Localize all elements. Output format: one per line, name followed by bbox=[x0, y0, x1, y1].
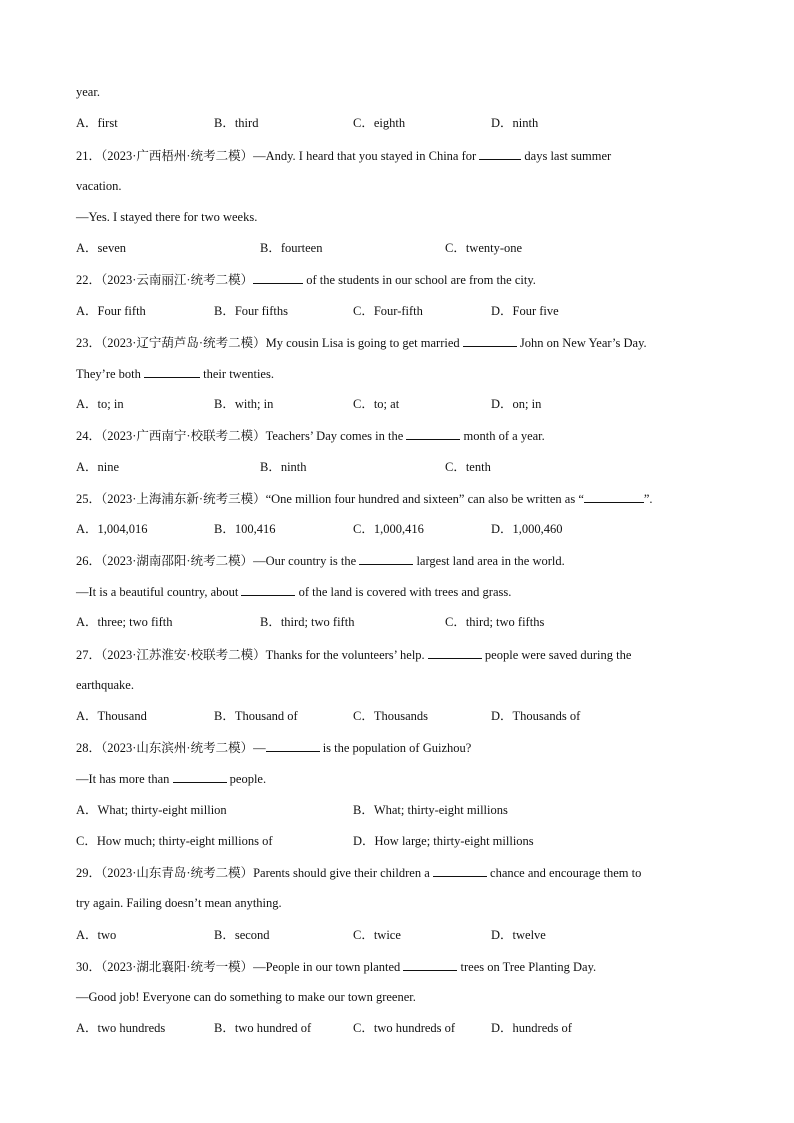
q22-option-a: A．Four fifth bbox=[76, 304, 146, 318]
q22-stem bbox=[76, 271, 536, 288]
q29-option-a: A．two bbox=[76, 928, 117, 942]
q23-answer-blank-1 bbox=[463, 334, 517, 347]
q29-stem-part-b: chance and encourage them to bbox=[490, 866, 642, 880]
q29-option-d: D．twelve bbox=[491, 928, 546, 942]
q21-stem-part-b: days last summer bbox=[524, 149, 612, 163]
q26-reply bbox=[76, 583, 511, 600]
q28-option-b: B．What; thirty-eight millions bbox=[353, 803, 508, 817]
q26-answer-blank-2 bbox=[241, 583, 295, 596]
q23-option-b: B．with; in bbox=[214, 397, 274, 411]
q23-option-d: D．on; in bbox=[491, 397, 542, 411]
q26-option-a: A．three; two fifth bbox=[76, 615, 173, 629]
q25-option-b: B．100,416 bbox=[214, 522, 276, 536]
q21-stem bbox=[76, 147, 611, 164]
q25-stem-part-b: ”. bbox=[643, 492, 653, 506]
q30-reply: —Good job! Everyone can do something to make our town greener. bbox=[76, 990, 416, 1004]
q22-option-c: C．Four-fifth bbox=[353, 304, 423, 318]
q26-option-b: B．third; two fifth bbox=[260, 615, 355, 629]
q24-option-b: B．ninth bbox=[260, 460, 307, 474]
q21-option-a: A．seven bbox=[76, 241, 126, 255]
q29-stem-part-a: 29．（2023·山东青岛·统考二模）Parents should give their children a bbox=[76, 866, 430, 880]
q27-stem-part-b: people were saved during the bbox=[484, 648, 632, 662]
q27-stem bbox=[76, 646, 631, 663]
q29-answer-blank bbox=[433, 864, 487, 877]
q20-option-c: C．eighth bbox=[353, 116, 406, 130]
q30-option-c: C．two hundreds of bbox=[353, 1021, 456, 1035]
q23-stem-part-b: John on New Year’s Day. bbox=[519, 336, 647, 350]
q23-stem-line-2 bbox=[76, 365, 274, 382]
q28-stem-part-b: is the population of Guizhou? bbox=[322, 741, 472, 755]
q30-stem-part-a: 30．（2023·湖北襄阳·统考一模）—People in our town planted bbox=[76, 960, 401, 974]
q28-reply-part-b: people. bbox=[229, 772, 267, 786]
q20-option-a: A．first bbox=[76, 116, 118, 130]
q24-stem bbox=[76, 427, 545, 444]
q28-stem bbox=[76, 739, 471, 756]
q21-stem-part-a: 21．（2023·广西梧州·统考二模）—Andy. I heard that you stayed in China for bbox=[76, 149, 477, 163]
q23-stem-part-a: 23．（2023·辽宁葫芦岛·统考二模）My cousin Lisa is going to get married bbox=[76, 336, 460, 350]
q30-option-b: B．two hundred of bbox=[214, 1021, 312, 1035]
q25-option-c: C．1,000,416 bbox=[353, 522, 424, 536]
q23-stem-part-d: their twenties. bbox=[203, 367, 274, 381]
q27-stem-part-a: 27．（2023·江苏淮安·校联考二模）Thanks for the volunteers’ help. bbox=[76, 648, 425, 662]
q26-answer-blank-1 bbox=[359, 552, 413, 565]
q23-stem bbox=[76, 334, 647, 351]
q28-reply-part-a: —It has more than bbox=[76, 772, 170, 786]
q28-stem-part-a: 28．（2023·山东滨州·统考二模）— bbox=[76, 741, 266, 755]
q30-answer-blank bbox=[403, 958, 457, 971]
q28-option-c: C．How much; thirty-eight millions of bbox=[76, 834, 273, 848]
q27-option-c: C．Thousands bbox=[353, 709, 429, 723]
q23-answer-blank-2 bbox=[144, 365, 200, 378]
q22-option-b: B．Four fifths bbox=[214, 304, 288, 318]
q26-reply-part-b: of the land is covered with trees and grass. bbox=[298, 585, 512, 599]
q29-stem bbox=[76, 864, 641, 881]
q28-answer-blank-1 bbox=[266, 739, 320, 752]
q24-option-c: C．tenth bbox=[445, 460, 491, 474]
q26-stem-part-a: 26．（2023·湖南邵阳·统考二模）—Our country is the bbox=[76, 554, 357, 568]
q28-reply bbox=[76, 770, 266, 787]
q20-stem-tail: year. bbox=[76, 85, 100, 99]
q26-stem bbox=[76, 552, 565, 569]
q29-option-b: B．second bbox=[214, 928, 270, 942]
q20-option-d: D．ninth bbox=[491, 116, 539, 130]
q29-option-c: C．twice bbox=[353, 928, 401, 942]
q25-answer-blank bbox=[584, 490, 644, 503]
q22-stem-part-b: of the students in our school are from the city. bbox=[306, 273, 536, 287]
q30-option-d: D．hundreds of bbox=[491, 1021, 572, 1035]
q27-option-a: A．Thousand bbox=[76, 709, 147, 723]
q21-answer-blank bbox=[479, 147, 521, 160]
q25-stem bbox=[76, 490, 653, 507]
q24-option-a: A．nine bbox=[76, 460, 120, 474]
q25-option-a: A．1,004,016 bbox=[76, 522, 148, 536]
q28-answer-blank-2 bbox=[173, 770, 227, 783]
q27-stem-part-c: earthquake. bbox=[76, 678, 134, 692]
q24-stem-part-b: month of a year. bbox=[463, 429, 545, 443]
q23-option-a: A．to; in bbox=[76, 397, 124, 411]
q23-stem-part-c: They’re both bbox=[76, 367, 141, 381]
q27-option-b: B．Thousand of bbox=[214, 709, 298, 723]
q21-option-c: C．twenty-one bbox=[445, 241, 523, 255]
q26-option-c: C．third; two fifths bbox=[445, 615, 545, 629]
q22-option-d: D．Four five bbox=[491, 304, 559, 318]
q24-stem-part-a: 24．（2023·广西南宁·校联考二模）Teachers’ Day comes in the bbox=[76, 429, 404, 443]
q22-answer-blank bbox=[253, 271, 303, 284]
q26-stem-part-b: largest land area in the world. bbox=[416, 554, 565, 568]
q25-stem-part-a: 25．（2023·上海浦东新·统考三模）“One million four hundred and sixteen” can also be written as “ bbox=[76, 492, 584, 506]
q27-answer-blank bbox=[428, 646, 482, 659]
q20-option-b: B．third bbox=[214, 116, 259, 130]
q30-stem-part-b: trees on Tree Planting Day. bbox=[460, 960, 597, 974]
q30-option-a: A．two hundreds bbox=[76, 1021, 166, 1035]
q27-option-d: D．Thousands of bbox=[491, 709, 581, 723]
q22-stem-part-a: 22．（2023·云南丽江·统考二模） bbox=[76, 273, 254, 287]
q21-option-b: B．fourteen bbox=[260, 241, 323, 255]
q21-reply: —Yes. I stayed there for two weeks. bbox=[76, 210, 258, 224]
q28-option-d: D．How large; thirty-eight millions bbox=[353, 834, 534, 848]
q29-stem-part-c: try again. Failing doesn’t mean anything. bbox=[76, 896, 282, 910]
q24-answer-blank bbox=[406, 427, 460, 440]
q21-stem-part-c: vacation. bbox=[76, 179, 122, 193]
q30-stem bbox=[76, 958, 596, 975]
q26-reply-part-a: —It is a beautiful country, about bbox=[76, 585, 239, 599]
q28-option-a: A．What; thirty-eight million bbox=[76, 803, 227, 817]
q25-option-d: D．1,000,460 bbox=[491, 522, 563, 536]
q23-option-c: C．to; at bbox=[353, 397, 400, 411]
